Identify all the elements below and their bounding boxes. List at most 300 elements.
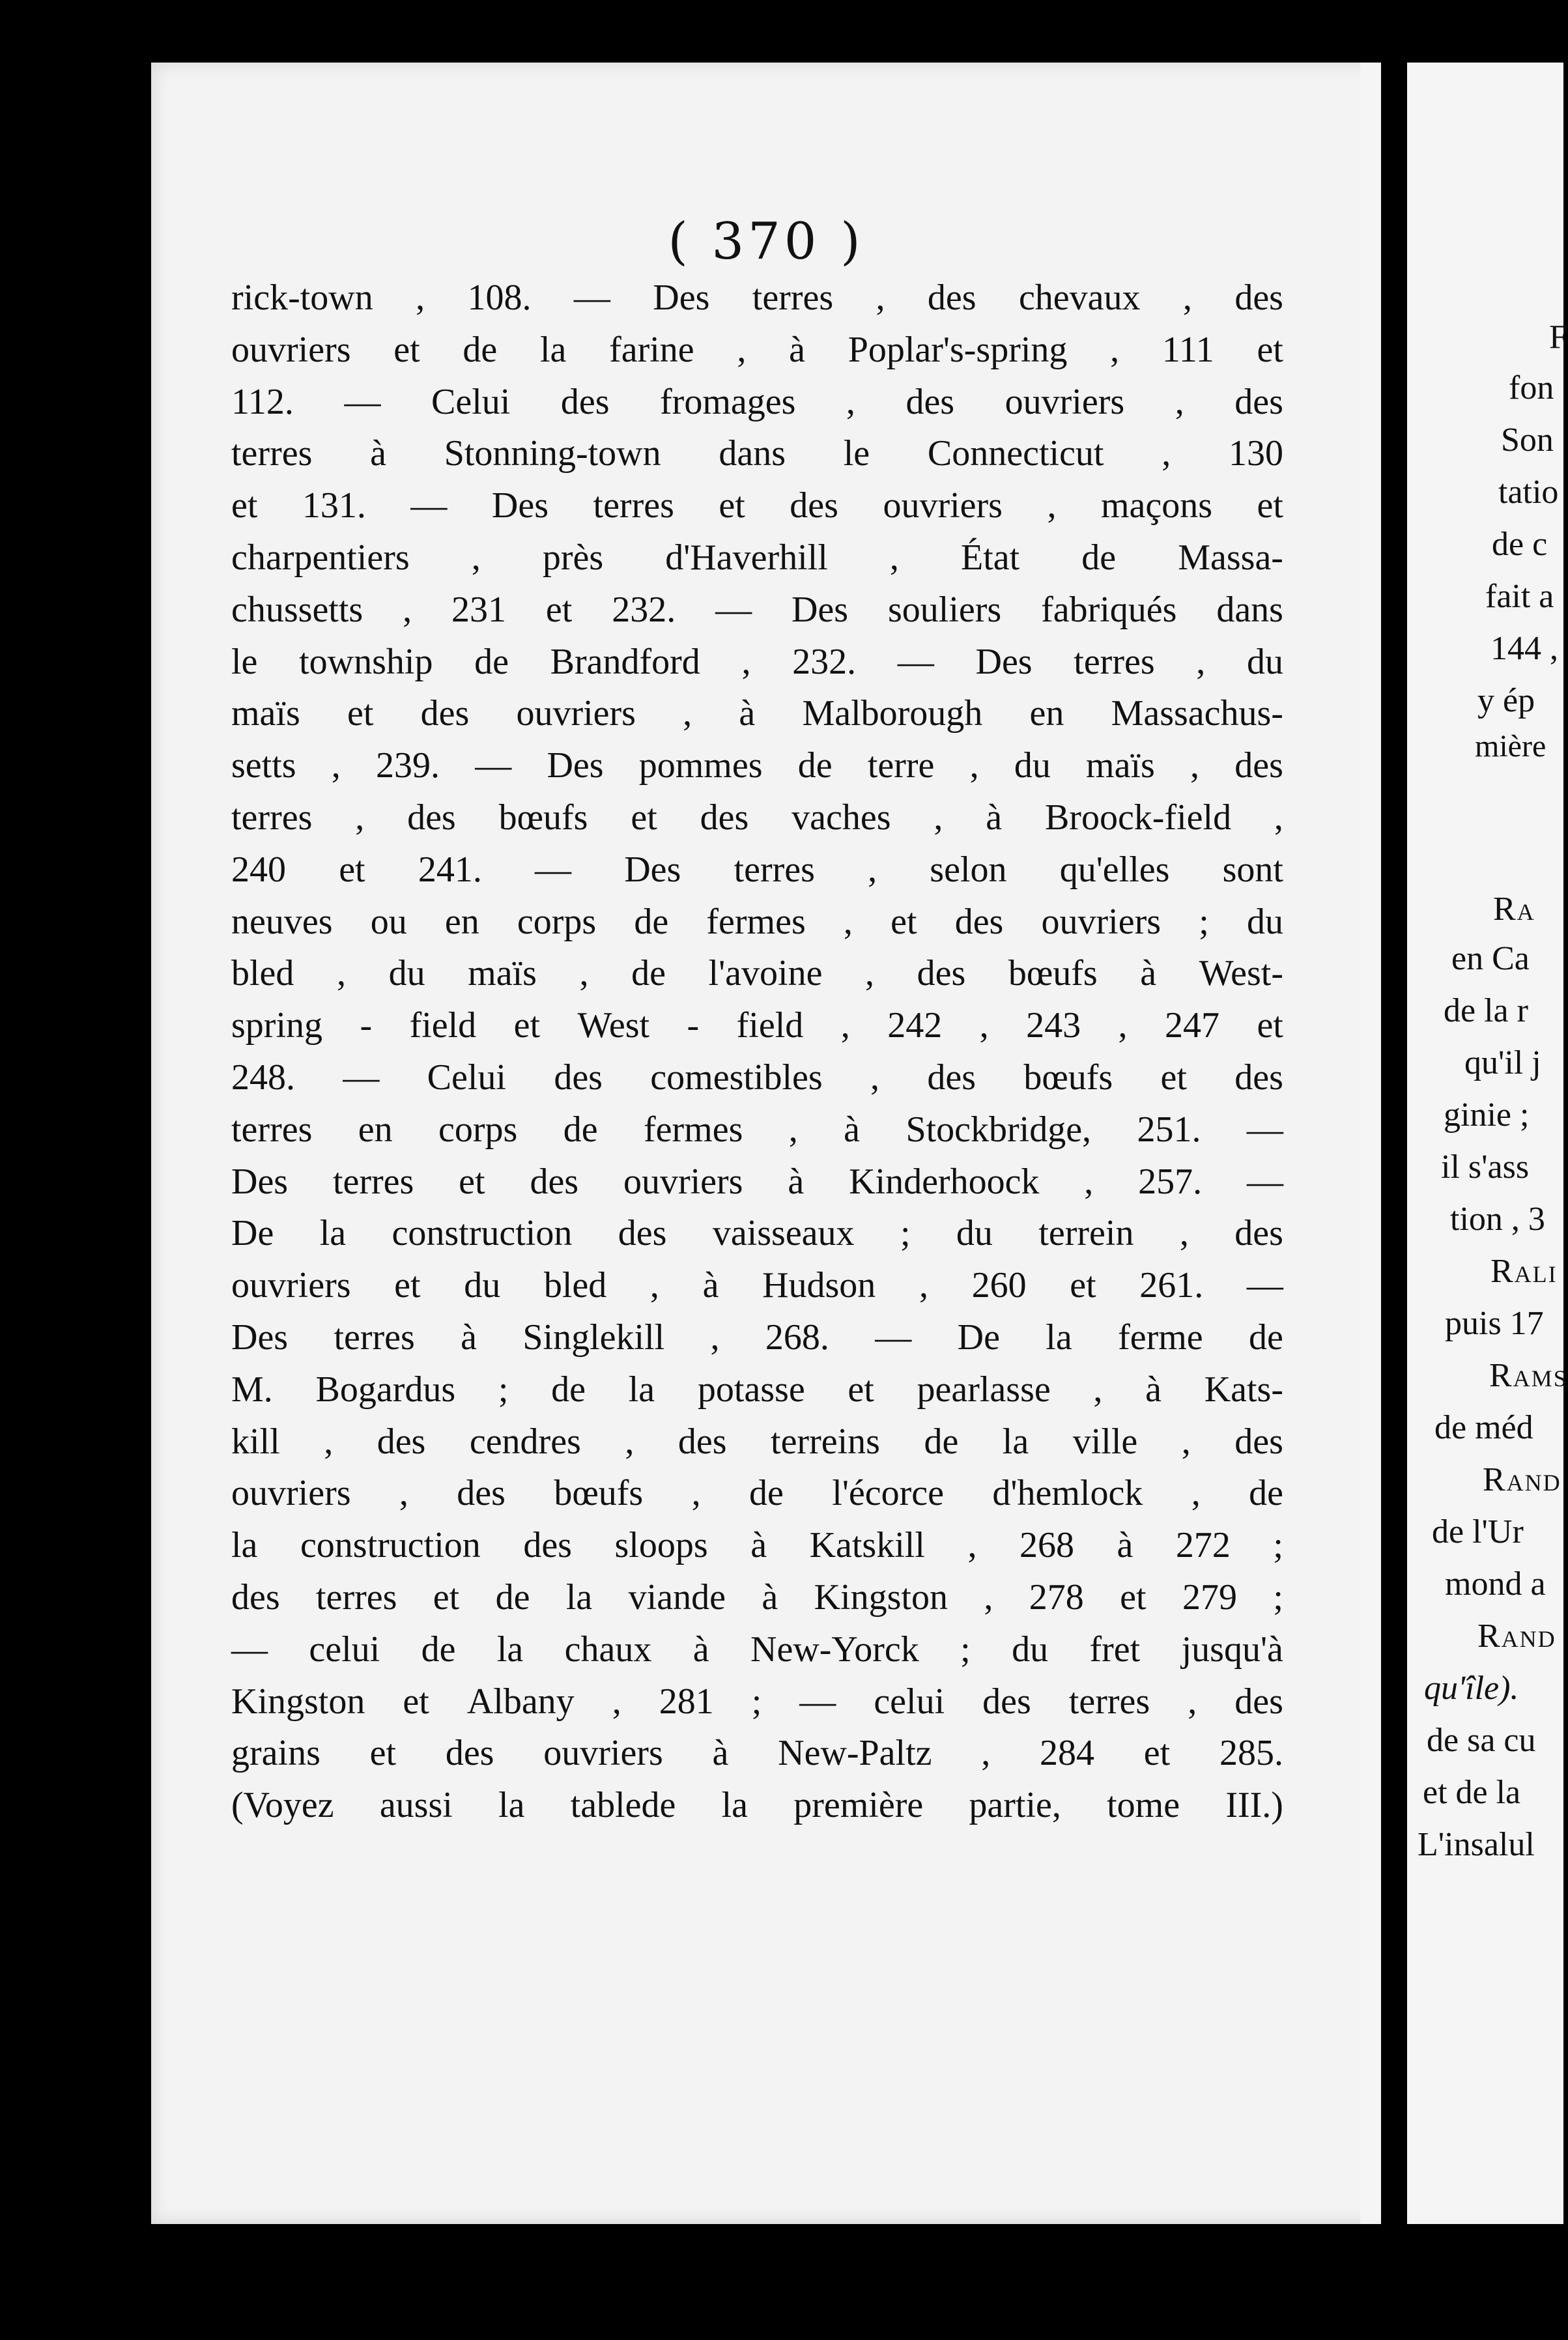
word: 268. [765,1317,829,1358]
text-line-words [231,377,1283,429]
word: 232. [792,641,857,682]
word: la [721,1785,748,1826]
word: III.) [1225,1785,1283,1826]
word: 257. [1138,1161,1203,1202]
word: terres [231,797,313,838]
word: à [788,1161,805,1202]
word: à [986,797,1003,838]
text-line [231,1312,1283,1364]
text-line-words [231,1520,1283,1572]
word: Des [231,1317,289,1358]
word: à [762,1577,778,1618]
word: Poplar's-spring [848,329,1068,370]
word: et [459,1161,485,1202]
word: Broock-field [1044,797,1232,838]
word: grains [231,1733,321,1774]
text-line [231,1260,1283,1312]
word: comestibles [650,1057,823,1098]
word: terres [332,1161,414,1202]
word: ouvriers [231,1265,351,1306]
text-line [231,792,1283,844]
word: , [984,1577,993,1618]
text-line [231,428,1283,480]
word: près [542,537,604,578]
word: , [969,745,979,786]
word: 111 [1162,329,1214,370]
word: et [1257,329,1283,370]
right-fragment: Rali [1490,1253,1558,1290]
word: des [1234,745,1283,786]
word: des [1234,1057,1283,1098]
word: , [625,1421,634,1462]
text-line [231,480,1283,532]
word: bled [231,953,294,994]
text-line-words [231,844,1283,896]
word: du [388,953,425,994]
word: à [712,1733,729,1774]
word: , [1110,329,1120,370]
word: des [1234,278,1283,318]
word: jusqu'à [1181,1629,1283,1670]
word: ; [1273,1577,1283,1618]
word: terres [1068,1681,1150,1722]
text-line [231,948,1283,1000]
word: d'Haverhill [665,537,828,578]
word: fret [1089,1629,1141,1670]
text-line [231,532,1283,584]
word: vaisseaux [712,1213,855,1254]
word: , [788,1109,798,1150]
word: ouvriers [231,1473,351,1514]
word: township [299,641,433,682]
word: du [1012,1629,1049,1670]
word: , [889,537,899,578]
word: New-Yorck [750,1629,919,1670]
word: dans [719,433,786,474]
word: terres [231,433,313,474]
word: bled [543,1265,607,1306]
word: celui [874,1681,945,1722]
word: à [1145,1369,1162,1410]
word: , [1179,1213,1189,1254]
text-line-words [231,1364,1283,1416]
word: et [339,849,365,890]
word: spring [231,1005,322,1046]
right-fragment: de c [1492,526,1548,563]
word: de [563,1109,598,1150]
word: et [369,1733,397,1774]
word: , [579,953,589,994]
word: maïs [1086,745,1155,786]
word: ou [370,901,407,942]
word: fabriqués [1041,589,1177,630]
text-line [231,1208,1283,1260]
word: , [1188,1681,1197,1722]
word: (Voyez [231,1785,334,1826]
word: Stonning-town [444,433,661,474]
word: la [1046,1317,1072,1358]
word: de [1249,1317,1283,1358]
right-fragment: en Ca [1451,940,1530,977]
word: la [496,1629,524,1670]
word: Massa- [1178,537,1283,578]
word: bœufs [1023,1057,1113,1098]
word: et [1070,1265,1096,1306]
word: 108. [467,278,532,318]
word: Kats- [1204,1369,1283,1410]
text-line [231,896,1283,949]
word: ; [751,1681,762,1722]
word: 232. [612,589,676,630]
word: sloops [614,1525,708,1566]
word: — [715,589,752,630]
word: l'avoine [708,953,823,994]
text-line [231,688,1283,740]
word: chevaux [1018,278,1141,318]
word: construction [300,1525,481,1566]
word: la [565,1577,593,1618]
right-fragment: de la r [1444,992,1528,1029]
word: — [343,1057,380,1098]
word: setts [231,745,296,786]
word: celui [309,1629,380,1670]
word: et [1120,1577,1147,1618]
word: terres [752,278,834,318]
word: des [1234,1213,1283,1254]
word: à [789,329,805,370]
text-line-words [231,1468,1283,1520]
word: ; [900,1213,911,1254]
word: des [407,797,456,838]
word: — [231,1629,268,1670]
word: , [1093,1369,1103,1410]
word: Bogardus [315,1369,456,1410]
word: Celui [431,381,511,422]
word: le [843,433,870,474]
word: des [231,1577,280,1618]
word: de [749,1473,784,1514]
right-fragment: qu'île). [1424,1670,1519,1707]
word: et [394,1265,421,1306]
word: souliers [887,589,1002,630]
right-fragment: et de la [1423,1774,1521,1811]
word: des [554,1057,603,1098]
word: , [1181,1421,1191,1462]
word: Hudson [762,1265,876,1306]
word: terrein [1038,1213,1134,1254]
word: de [463,329,498,370]
word: des [982,1681,1031,1722]
word: ville [1072,1421,1138,1462]
text-line [231,636,1283,689]
word: ouvriers [1041,901,1162,942]
word: des [917,953,966,994]
word: maçons [1100,485,1213,526]
word: à [750,1525,767,1566]
page-number: ( 370 ) [668,212,864,271]
word: — [1246,1265,1283,1306]
word: Des [231,1161,289,1202]
word: la [628,1369,655,1410]
word: des [954,901,1004,942]
word: , [403,589,412,630]
word: et [231,485,258,526]
text-line-words [231,1156,1283,1208]
word: des [420,693,470,734]
word: Des [491,485,549,526]
word: et [1257,1005,1283,1046]
word: pommes [638,745,763,786]
word: et [891,901,917,942]
text-line [231,1676,1283,1728]
word: des [530,1161,579,1202]
word: d'hemlock [992,1473,1143,1514]
right-fragment: L'insalul [1418,1826,1535,1863]
word: chaux [564,1629,652,1670]
word: des [523,1525,572,1566]
word: corps [438,1109,518,1150]
word: vaches [791,797,891,838]
text-line [231,844,1283,896]
word: charpentiers [231,537,410,578]
word: et [393,329,420,370]
text-line-words [231,1208,1283,1260]
right-fragment: tatio [1498,474,1559,511]
word: 241. [418,849,482,890]
text-line [231,1416,1283,1468]
word: 240 [231,849,286,890]
word: État [960,537,1020,578]
word: des [618,1213,667,1254]
word: la [498,1785,525,1826]
word: des [905,381,955,422]
word: Connecticut [927,433,1104,474]
word: — [1247,1161,1283,1202]
word: maïs [468,953,537,994]
text-line-words [231,480,1283,532]
word: pearlasse [917,1369,1051,1410]
word: , [1047,485,1057,526]
word: et [403,1681,429,1722]
word: ; [1273,1525,1283,1566]
text-line-words [231,1676,1283,1728]
word: 272 [1175,1525,1231,1566]
word: , [710,1317,720,1358]
word: de [551,1369,586,1410]
text-line-words [231,584,1283,636]
word: fermes [706,901,806,942]
word: Massachus- [1111,693,1283,734]
word: , [1274,797,1283,838]
word: field [736,1005,804,1046]
text-line [231,1572,1283,1624]
word: — [1246,1109,1283,1150]
word: ouvriers [883,485,1003,526]
text-line-words [231,896,1283,949]
word: tablede [570,1785,676,1826]
word: potasse [697,1369,805,1410]
word: de [495,1577,530,1618]
word: field [409,1005,477,1046]
right-fragment: Rand [1477,1618,1556,1655]
word: — [535,849,572,890]
right-fragment: de sa cu [1427,1722,1536,1759]
word: 268 [1019,1525,1074,1566]
word: à [739,693,756,734]
word: , [1084,1161,1094,1202]
word: Malborough [802,693,983,734]
word: des [377,1421,426,1462]
word: 279 [1182,1577,1237,1618]
word: , [870,1057,880,1098]
text-line [231,1520,1283,1572]
word: le [231,641,258,682]
text-line-words [231,1416,1283,1468]
text-line [231,1052,1283,1104]
word: , [840,1005,850,1046]
right-fragment: fon [1509,369,1554,407]
body-text [231,272,1283,1832]
right-fragment: Rand [1483,1461,1561,1498]
word: , [865,953,875,994]
text-line-words [231,324,1283,377]
word: 247 [1165,1005,1219,1046]
word: , [919,1265,928,1306]
word: M. [231,1369,273,1410]
word: neuves [231,901,333,942]
word: , [1162,433,1171,474]
word: ; [1199,901,1209,942]
word: Des [791,589,849,630]
word: , [981,1733,991,1774]
word: du [464,1265,501,1306]
word: des [445,1733,494,1774]
right-fragment: F [1549,319,1568,356]
word: farine [609,329,694,370]
word: ouvriers [623,1161,743,1202]
word: , [934,797,943,838]
right-fragment: 144 , [1490,630,1558,667]
word: de [474,641,509,682]
word: 242 [887,1005,943,1046]
right-fragment: mière [1475,729,1547,763]
text-line-words [231,1052,1283,1104]
word: , [683,693,692,734]
word: du [1246,641,1283,682]
word: , [868,849,877,890]
text-line-words [231,1728,1283,1780]
word: de [634,901,669,942]
word: , [967,1525,977,1566]
word: ouvriers [231,329,351,370]
word: viande [628,1577,726,1618]
word: en [1029,693,1064,734]
word: en [358,1109,393,1150]
word: à [692,1629,709,1670]
word: 131. [302,485,366,526]
word: rick-town [231,278,373,318]
word: à [461,1317,478,1358]
text-line [231,1104,1283,1156]
text-line [231,1468,1283,1520]
word: et [545,589,573,630]
text-line [231,1624,1283,1676]
word: de [631,953,666,994]
word: des [1234,1421,1283,1462]
word: et [347,693,374,734]
text-line-words [231,688,1283,740]
word: - [360,1005,373,1046]
word: fromages [660,381,796,422]
word: 243 [1026,1005,1081,1046]
word: Stockbridge, [905,1109,1092,1150]
word: et [848,1369,874,1410]
word: 130 [1228,433,1283,474]
word: sont [1222,849,1283,890]
right-fragment: Son [1501,421,1554,459]
word: De [957,1317,1000,1358]
text-line-words [231,1000,1283,1052]
word: , [416,278,425,318]
word: des [677,1421,727,1462]
word: de [1249,1473,1283,1514]
text-line [231,1780,1283,1832]
word: à [702,1265,719,1306]
text-line-words [231,1312,1283,1364]
word: , [331,745,341,786]
word: terres [231,1109,313,1150]
right-fragment: de méd [1434,1409,1533,1446]
word: , [612,1681,621,1722]
word: ; [960,1629,971,1670]
word: , [1118,1005,1128,1046]
word: première [793,1785,924,1826]
word: 281 [659,1681,714,1722]
word: Des [547,745,604,786]
word: — [875,1317,912,1358]
text-line [231,377,1283,429]
word: 239. [376,745,440,786]
word: corps [517,901,597,942]
word: ferme [1118,1317,1203,1358]
right-fragment: mond a [1445,1565,1546,1603]
word: , [324,1421,334,1462]
text-line-words [231,1104,1283,1156]
word: à [370,433,386,474]
word: et [1257,485,1283,526]
word: , [737,329,747,370]
right-fragment: il s'ass [1441,1149,1530,1186]
word: , [1190,745,1200,786]
text-line [231,1364,1283,1416]
text-line [231,1156,1283,1208]
word: , [691,1473,701,1514]
word: l'écorce [832,1473,944,1514]
word: des [927,278,976,318]
word: du [1014,745,1051,786]
word: , [471,537,481,578]
word: ouvriers [516,693,636,734]
word: de [924,1421,959,1462]
word: , [1175,381,1184,422]
word: — [344,381,381,422]
word: , [741,641,751,682]
word: terres [334,1317,415,1358]
word: 231 [451,589,506,630]
word: bœufs [1008,953,1098,994]
word: des [927,1057,976,1098]
text-line [231,324,1283,377]
